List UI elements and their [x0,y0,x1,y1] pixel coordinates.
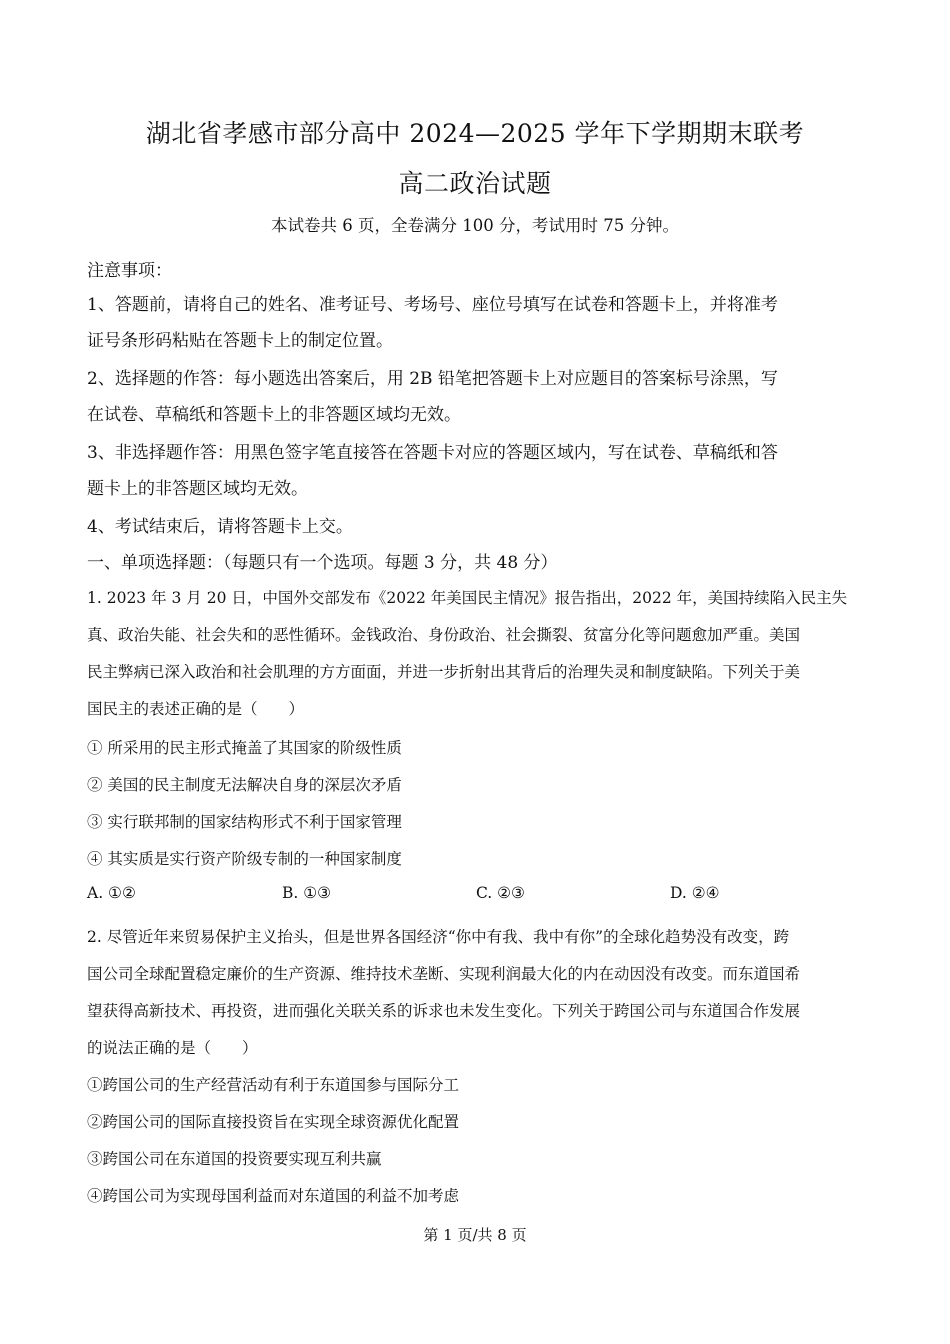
note-line: 题卡上的非答题区域均无效。 [87,479,308,499]
question-2-line: 国公司全球配置稳定廉价的生产资源、维持技术垄断、实现利润最大化的内在动因没有改变。而东道国希 [87,965,801,983]
question-1-line: 真、政治失能、社会失和的恶性循环。金钱政治、身份政治、社会撕裂、贫富分化等问题愈加严重。美国 [87,626,801,644]
question-2-statement: ④跨国公司为实现母国利益而对东道国的利益不加考虑 [87,1187,460,1205]
option-a: A. ①② [87,884,136,902]
page-number: 第 1 页/共 8 页 [423,1226,527,1244]
note-line: 2、选择题的作答：每小题选出答案后，用 2B 铅笔把答题卡上对应题目的答案标号涂黑，写 [87,369,778,389]
exam-title: 湖北省孝感市部分高中 2024—2025 学年下学期期末联考 [145,119,805,148]
question-2-statement: ③跨国公司在东道国的投资要实现互利共赢 [87,1150,382,1168]
note-line: 证号条形码粘贴在答题卡上的制定位置。 [87,331,393,351]
question-2-statement: ②跨国公司的国际直接投资旨在实现全球资源优化配置 [87,1113,460,1131]
question-1-line: 1. 2023 年 3 月 20 日，中国外交部发布《2022 年美国民主情况》报告指出，2022 年，美国持续陷入民主失 [87,589,848,607]
exam-subtitle: 高二政治试题 [398,169,552,198]
question-1-statement: ② 美国的民主制度无法解决自身的深层次矛盾 [87,776,402,794]
question-1-statement: ④ 其实质是实行资产阶级专制的一种国家制度 [87,850,402,868]
question-1-statement: ③ 实行联邦制的国家结构形式不利于国家管理 [87,813,402,831]
option-c: C. ②③ [476,884,525,902]
note-line: 1、答题前，请将自己的姓名、准考证号、考场号、座位号填写在试卷和答题卡上，并将准考 [87,295,778,315]
notes-heading: 注意事项： [87,261,172,281]
note-line: 3、非选择题作答：用黑色签字笔直接答在答题卡对应的答题区域内，写在试卷、草稿纸和答 [87,443,778,463]
question-2-statement: ①跨国公司的生产经营活动有利于东道国参与国际分工 [87,1076,460,1094]
option-b: B. ①③ [282,884,332,902]
note-line: 4、考试结束后，请将答题卡上交。 [87,517,353,537]
question-2-line: 的说法正确的是（ ） [87,1039,258,1057]
exam-intro: 本试卷共 6 页，全卷满分 100 分，考试用时 75 分钟。 [271,216,679,235]
question-1-line: 民主弊病已深入政治和社会肌理的方方面面，并进一步折射出其背后的治理失灵和制度缺陷。下列关于美 [87,663,801,681]
question-1-line: 国民主的表述正确的是（ ） [87,700,305,718]
section-heading: 一、单项选择题：（每题只有一个选项。每题 3 分，共 48 分） [87,553,558,573]
question-1-statement: ① 所采用的民主形式掩盖了其国家的阶级性质 [87,739,402,757]
question-2-line: 2. 尽管近年来贸易保护主义抬头，但是世界各国经济“你中有我、我中有你”的全球化趋势没有改变，跨 [87,928,790,946]
option-d: D. ②④ [670,884,720,902]
question-2-line: 望获得高新技术、再投资，进而强化关联关系的诉求也未发生变化。下列关于跨国公司与东道国合作发展 [87,1002,801,1020]
note-line: 在试卷、草稿纸和答题卡上的非答题区域均无效。 [87,405,461,425]
